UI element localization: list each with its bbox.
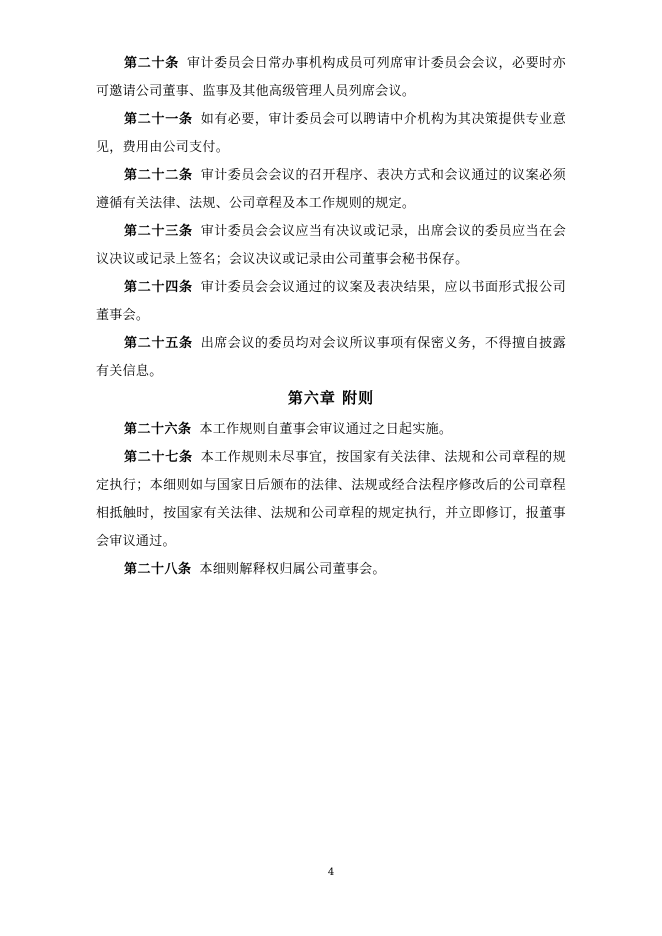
article-label: 第二十三条 — [124, 224, 193, 239]
article-label: 第二十五条 — [124, 336, 193, 351]
article-text: 出席会议的委员均对会议所议事项有保密义务，不得擅自披露有关信息。 — [96, 336, 566, 379]
article-label: 第二十六条 — [124, 422, 192, 437]
article-22 — [96, 162, 566, 218]
article-label: 第二十二条 — [124, 168, 193, 183]
page-number: 4 — [327, 867, 335, 878]
article-23 — [96, 218, 566, 274]
article-text: 审计委员会会议应当有决议或记录，出席会议的委员应当在会议决议或记录上签名；会议决议或记录由公司董事会秘书保存。 — [96, 224, 566, 267]
article-20 — [96, 50, 566, 106]
article-24 — [96, 274, 566, 330]
article-label: 第二十八条 — [124, 562, 192, 577]
article-label: 第二十七条 — [124, 450, 193, 465]
article-21 — [96, 106, 566, 162]
article-label: 第二十条 — [124, 56, 179, 71]
chapter-title: 第六章 附则 — [287, 389, 375, 407]
article-text: 本细则解释权归属公司董事会。 — [199, 562, 386, 577]
article-text: 审计委员会会议通过的议案及表决结果，应以书面形式报公司董事会。 — [96, 280, 566, 323]
articles-section-top — [96, 50, 566, 386]
article-text: 本工作规则自董事会审议通过之日起实施。 — [199, 422, 453, 437]
article-text: 如有必要，审计委员会可以聘请中介机构为其决策提供专业意见，费用由公司支付。 — [96, 112, 566, 155]
article-27 — [96, 444, 566, 556]
article-26 — [96, 416, 566, 444]
article-label: 第二十四条 — [124, 280, 193, 295]
article-text: 本工作规则未尽事宜，按国家有关法律、法规和公司章程的规定执行；本细则如与国家日后颁布的法律、法规或经合法程序修改后的公司章程相抵触时，按国家有关法律、法规和公司章程的规定执行，并立即修订，报董事会审议通过。 — [96, 450, 566, 549]
articles-section-bottom — [96, 416, 566, 584]
article-label: 第二十一条 — [124, 112, 193, 127]
article-text: 审计委员会日常办事机构成员可列席审计委员会会议，必要时亦可邀请公司董事、监事及其他高级管理人员列席会议。 — [96, 56, 566, 99]
article-25 — [96, 330, 566, 386]
article-text: 审计委员会会议的召开程序、表决方式和会议通过的议案必须遵循有关法律、法规、公司章程及本工作规则的规定。 — [96, 168, 566, 211]
article-28 — [96, 556, 566, 584]
